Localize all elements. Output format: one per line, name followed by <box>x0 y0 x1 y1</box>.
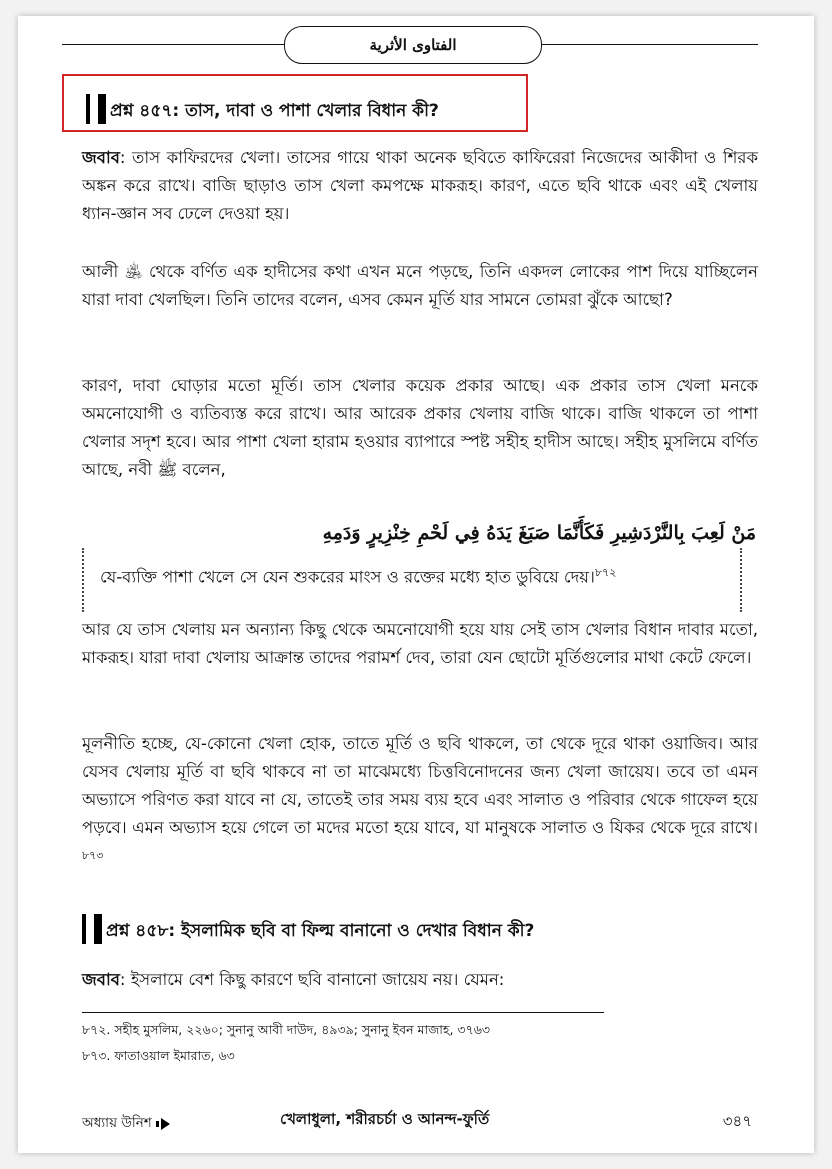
header-arabic-title: الفتاوى الأثرية <box>369 36 457 54</box>
header-rule-left <box>62 44 288 45</box>
question-marker-icon-2 <box>82 914 102 944</box>
footer-chapter-label: অধ্যায় উনিশ <box>82 1115 152 1131</box>
footnote-872: ৮৭২. সহীহ মুসলিম, ২২৬০; সুনানু আবী দাউদ, ৪৯৩৯; সুনানু ইবন মাজাহ, ৩৭৬৩ <box>82 1022 490 1037</box>
question-457-title: প্রশ্ন ৪৫৭: তাস, দাবা ও পাশা খেলার বিধান কী? <box>110 101 439 121</box>
footnote-ref-873: ৮৭৩ <box>82 849 104 862</box>
answer-458-text: : ইসলামে বেশ কিছু কারণে ছবি বানানো জায়েয নয়। যেমন: <box>119 970 505 989</box>
answer-label: জবাব <box>82 148 120 167</box>
question-458-title: প্রশ্ন ৪৫৮: ইসলামিক ছবি বা ফিল্ম বানানো ও দেখার বিধান কী? <box>106 921 535 941</box>
footnote-ref-872: ৮৭২ <box>594 566 617 579</box>
book-page <box>18 16 814 1153</box>
footnote-divider <box>82 1012 604 1013</box>
principle-text: মূলনীতি হচ্ছে, যে-কোনো খেলা হোক, তাতে মূর্তি ও ছবি থাকলে, তা থেকে দূরে থাকা ওয়াজিব। আর যেসব খেলায় মূর্তি বা ছবি থাকবে না তা মাঝেমধ্যে চিত্তবিনোদনের জন্য খেলা জায়েয। তবে তা এমন অভ্যাসে পরিণত করা যাবে না যে, তাতেই তার সময় ব্যয় হবে এবং সালাত ও পরিবার থেকে গাফেল হয়ে পড়বে। এমন অভ্যাস হয়ে গেলে তা মদের মতো হয়ে যাবে, যা মানুষকে সালাত ও যিকর থেকে দূরে রাখে। <box>82 734 758 837</box>
footer-chapter <box>82 1112 170 1135</box>
hadith-translation-text: যে-ব্যক্তি পাশা খেলে সে যেন শুকরের মাংস ও রক্তের মধ্যে হাত ডুবিয়ে দেয়। <box>100 567 595 587</box>
principle-paragraph <box>82 730 758 875</box>
answer-label-2: জবাব <box>82 970 120 989</box>
answer-457-paragraph <box>82 144 758 228</box>
header-title-pill <box>284 26 542 64</box>
answer-458-paragraph <box>82 966 758 994</box>
cards-ruling-paragraph: আর যে তাস খেলায় মন অন্যান্য কিছু থেকে অমনোযোগী হয়ে যায় সেই তাস খেলার বিধান দাবার মতো, মাকরূহ। যারা দাবা খেলায় আক্রান্ত তাদের পরামর্শ দেব, তারা যেন ছোটো মূর্তিগুলোর মাথা কেটে ফেলে। <box>82 620 758 667</box>
ali-hadith-paragraph: আলী ﵁ থেকে বর্ণিত এক হাদীসের কথা এখন মনে পড়ছে, তিনি একদল লোকের পাশ দিয়ে যাচ্ছিলেন যারা দাবা খেলছিল। তিনি তাদের বলেন, এসব কেমন মূর্তি যার সামনে তোমরা ঝুঁকে আছো? <box>82 262 758 309</box>
question-marker-icon <box>86 94 106 124</box>
footer-section-title: খেলাধুলা, শরীরচর্চা ও আনন্দ-ফুর্তি <box>280 1110 490 1128</box>
header-rule-right <box>538 44 758 45</box>
arabic-hadith-text: مَنْ لَعِبَ بِالنَّرْدَشِيرِ فَكَأَنَّمَا صَبَغَ يَدَهُ فِي لَحْمِ خِنْزِيرٍ وَدَمِهِ <box>322 522 756 544</box>
answer-457-text: : তাস কাফিরদের খেলা। তাসের গায়ে থাকা অনেক ছবিতে কাফিরেরা নিজেদের আকীদা ও শিরক অঙ্কন করে রাখে। বাজি ছাড়াও তাস খেলা কমপক্ষে মাকরূহ। কারণ, এতে ছবি থাকে এবং এই খেলায় ধ্যান-জ্ঞান সব ঢেলে দেওয়া হয়। <box>82 148 758 223</box>
arrow-right-icon <box>156 1118 170 1130</box>
hadith-translation <box>100 564 616 592</box>
page-number: ৩৪৭ <box>722 1112 752 1130</box>
chess-cards-paragraph: কারণ, দাবা ঘোড়ার মতো মূর্তি। তাস খেলার কয়েক প্রকার আছে। এক প্রকার তাস খেলা মনকে অমনোযোগী ও ব্যতিব্যস্ত করে রাখে। আর আরেক প্রকার খেলায় বাজি থাকে। বাজি থাকলে তা পাশা খেলার সদৃশ হবে। আর পাশা খেলা হারাম হওয়ার ব্যাপারে স্পষ্ট সহীহ হাদীস আছে। সহীহ মুসলিমে বর্ণিত আছে, নবী ﷺ বলেন, <box>82 376 758 479</box>
footnote-873: ৮৭৩. ফাতাওয়াল ইমারাত, ৬৩ <box>82 1048 235 1063</box>
